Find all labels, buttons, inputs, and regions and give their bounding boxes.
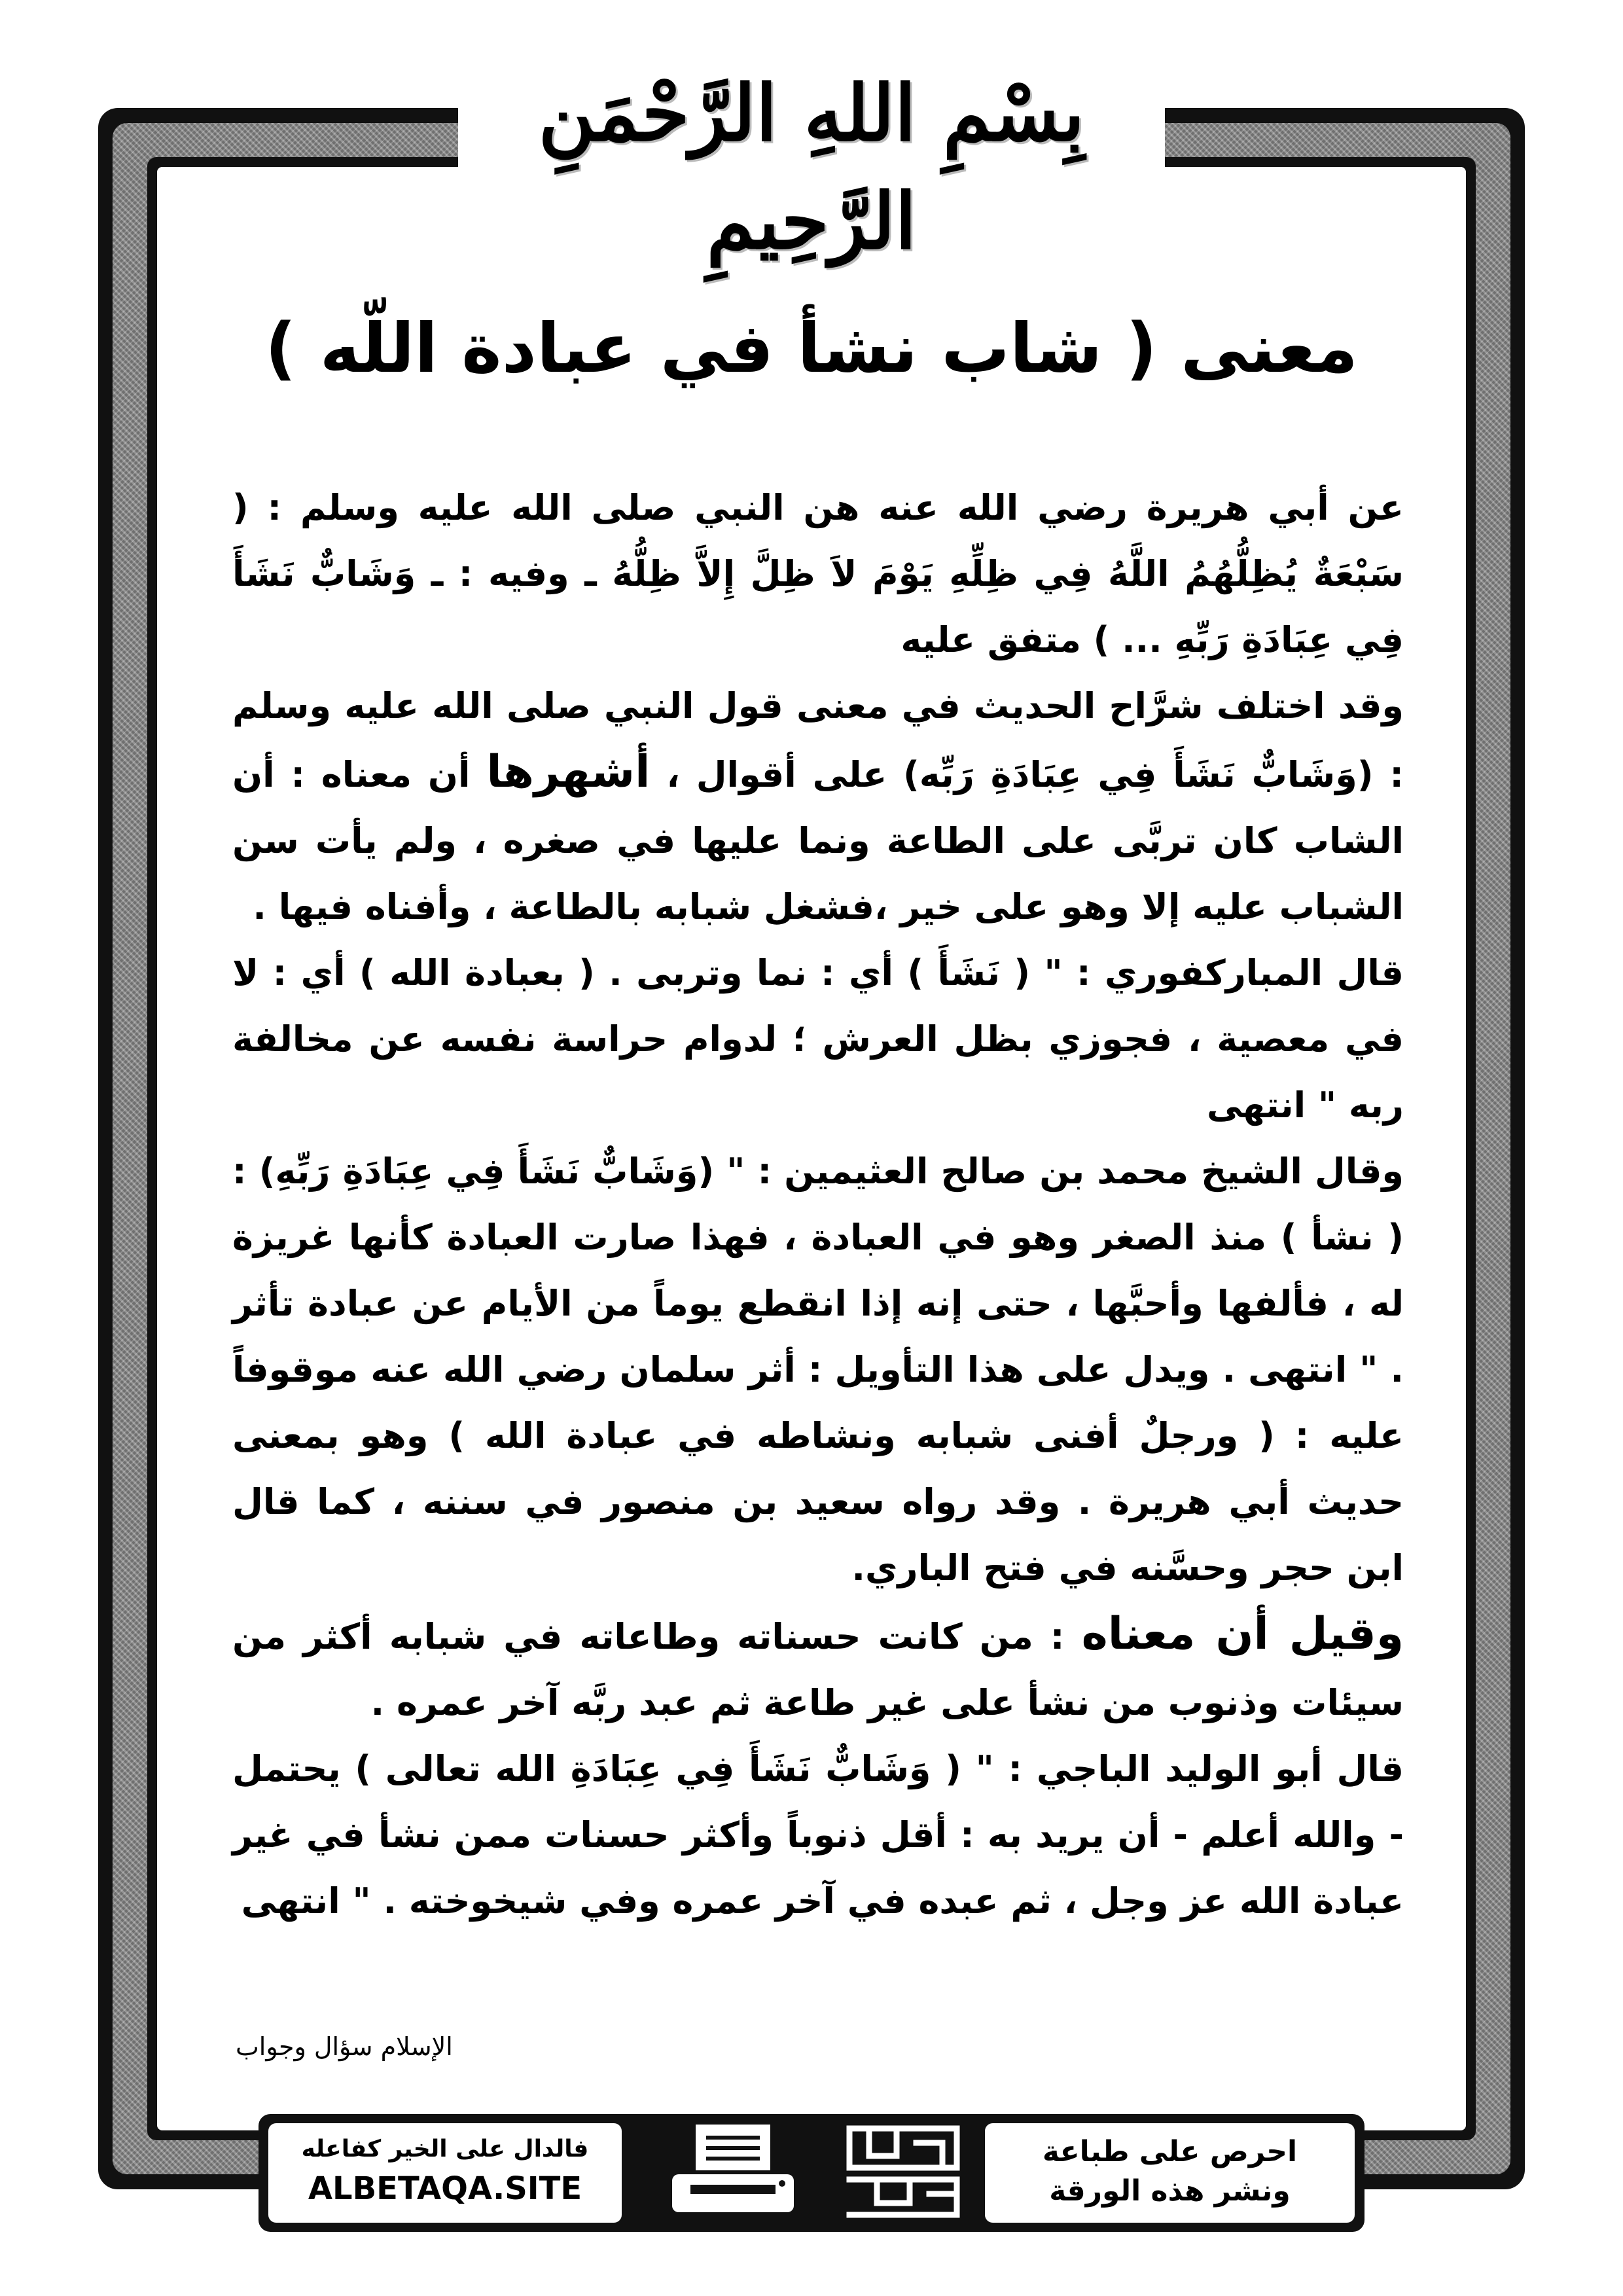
page-title: معنى ( شاب نشأ في عبادة اللّه ) <box>265 308 1358 388</box>
footer-print-line2: ونشر هذه الورقة <box>1049 2174 1291 2208</box>
footer-slogan: فالدال على الخير كفاعله <box>301 2136 589 2162</box>
footer-print-note <box>985 2123 1355 2223</box>
dawah-logo-icon <box>838 2117 969 2227</box>
article-body <box>232 475 1404 1934</box>
footer-site-box <box>268 2123 622 2223</box>
paragraph-hadith: عن أبي هريرة رضي الله عنه هن النبي صلى الله عليه وسلم : ( سَبْعَةٌ يُظِلُّهُمُ اللَّهُ فِي ظِلِّهِ يَوْمَ لاَ ظِلَّ إِلاَّ ظِلُّهُ ـ وفيه : ـ وَشَابٌّ نَشَأَ فِي عِبَادَةِ رَبِّهِ ... ) متفق عليه <box>232 487 1404 660</box>
paragraph-explanation-start: وقد اختلف شرَّاح الحديث في معنى قول النبي صلى الله عليه وسلم : (وَشَابٌّ نَشَأَ فِي عِبَادَةِ رَبِّه) على أقوال ، <box>232 685 1404 795</box>
basmala-calligraphy: بِسْمِ اللهِ الرَّحْمَنِ الرَّحِيمِ <box>538 67 1085 267</box>
footer-website[interactable]: ALBETAQA.SITE <box>308 2170 582 2207</box>
paragraph-second-meaning-text: : من كانت حسناته وطاعاته في شبابه أكثر من سيئات وذنوب من نشأ على غير طاعة ثم عبد ربَّه آخر عمره . <box>232 1616 1404 1723</box>
emphasis-most-famous: أشهرها <box>486 746 651 798</box>
paragraph-explanation <box>232 673 1404 940</box>
footer-print-line1: احرص على طباعة <box>1042 2135 1298 2168</box>
paragraph-baji: قال أبو الوليد الباجي : " ( وَشَابٌّ نَشَأَ فِي عِبَادَةِ الله تعالى ) يحتمل - والله أعلم - أن يريد به : أقل ذنوباً وأكثر حسنات ممن نشأ في غير عبادة الله عز وجل ، ثم عبده في آخر عمره وفي شيخوخته . " انتهى <box>232 1748 1404 1922</box>
source-attribution: الإسلام سؤال وجواب <box>236 2032 453 2061</box>
printer-icon <box>658 2118 808 2228</box>
emphasis-second-meaning: وقيل أن معناه <box>1081 1608 1404 1660</box>
paragraph-uthaymeen: وقال الشيخ محمد بن صالح العثيمين : " (وَشَابٌّ نَشَأَ فِي عِبَادَةِ رَبِّهِ) : ( نشأ ) منذ الصغر وهو في العبادة ، فهذا صارت العبادة كأنها غريزة له ، فألفها وأحبَّها ، حتى إنه إذا انقطع يوماً من الأيام عن عبادة تأثر . " انتهى . ويدل على هذا التأويل : أثر سلمان رضي الله عنه موقوفاً عليه : ( ورجلٌ أفنى شبابه ونشاطه في عبادة الله ) وهو بمعنى حديث أبي هريرة . وقد رواه سعيد بن منصور في سننه ، كما قال ابن حجر وحسَّنه في فتح الباري. <box>232 1151 1404 1588</box>
paragraph-explanation-end: أن معناه : أن الشاب كان تربَّى على الطاعة ونما عليها في صغره ، ولم يأت سن الشباب عليه إلا وهو على خير ،فشغل شبابه بالطاعة ، وأفناه فيها . <box>232 754 1404 927</box>
paragraph-second-meaning <box>232 1601 1404 1736</box>
paragraph-mubarakfuri: قال المباركفوري : " ( نَشَأَ ) أي : نما وتربى . ( بعبادة الله ) أي : لا في معصية ، فجوزي بظل العرش ؛ لدوام حراسة نفسه عن مخالفة ربه " انتهى <box>232 952 1404 1126</box>
